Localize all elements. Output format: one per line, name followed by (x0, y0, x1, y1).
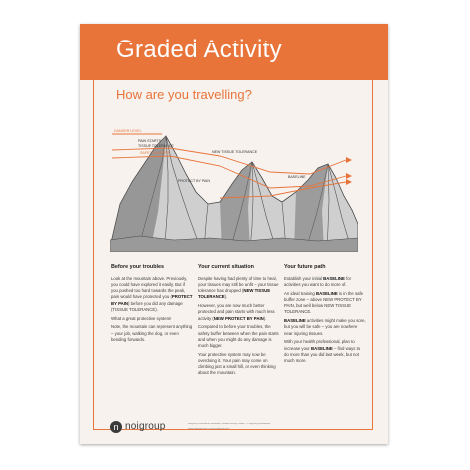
baseline-arrow-icon (346, 179, 352, 185)
column-paragraph (198, 303, 280, 322)
footer-fine-print-2: www.noigroup.com | info@noigroup.com (188, 428, 230, 430)
tissue-arrow-icon (346, 157, 352, 163)
column-future (284, 264, 366, 367)
label-safety: SAFETY BUFFER (140, 151, 170, 155)
paragraph-bold: BASELINE (284, 318, 306, 324)
label-danger: DANGER LEVEL (114, 129, 142, 133)
paragraph-before: Despite having had plenty of time to heal, your tissues may still be unfit – your tissue tolerance has dropped ( (198, 275, 279, 294)
paragraph-bold: BASELINE (323, 275, 345, 281)
paragraph-bold: PROTECT BY PAIN (111, 294, 193, 306)
mountain-diagram (110, 112, 358, 252)
noigroup-logo-icon: n (110, 421, 122, 433)
paragraph-after: ) before you did any damage (TISSUE TOLERANCE). (111, 300, 183, 312)
paragraph-before: Look at the mountain above. Previously, you could have explored it easily. But if you pushed too hard towards the peak, pain would have protected you ( (111, 275, 188, 300)
paragraph-after: ). (263, 315, 267, 321)
paragraph-before: What a great protective system! (111, 315, 172, 321)
column-paragraph (284, 339, 366, 364)
paragraph-after: is in the safe buffer zone – above NEW PROTECT BY PAIN, but well below NEW TISSUE TOLERANCE. (284, 290, 364, 315)
column-paragraph (198, 352, 280, 377)
column-paragraph (111, 276, 193, 313)
column-heading: Your future path (284, 264, 326, 270)
poster (80, 24, 388, 444)
logo-text: noigroup (125, 421, 166, 432)
paragraph-after: activities might make you sore, but you will be safe – you are nowhere near injuring tissues. (284, 318, 366, 336)
paragraph-before: Your protective system may now be overdoing it. Your pain may come on climbing just a small hill, or even thinking about the mountain. (198, 351, 276, 376)
column-before (111, 264, 193, 346)
mountain-shadow-middle (220, 162, 252, 252)
label-protect: PROTECT BY PAIN (178, 179, 210, 183)
footer-fine-print-1: Noigroup Publications Australia | Graded Activity Poster | © noigroup publications (188, 423, 271, 425)
column-paragraph (198, 276, 280, 301)
label-baseline: BASELINE (288, 175, 306, 179)
paragraph-bold: NEW PROTECT BY PAIN (213, 315, 264, 321)
paragraph-after: for activities you want to do more of. (284, 275, 352, 288)
column-heading: Your current situation (198, 264, 254, 270)
column-paragraph (284, 318, 366, 337)
paragraph-after: – find ways to do more than you did last week, but not much more. (284, 345, 361, 363)
paragraph-bold: BASELINE (311, 345, 333, 351)
paragraph-bold: BASELINE (316, 290, 338, 296)
paragraph-after: ). (224, 294, 228, 300)
pain-arrow-icon (346, 173, 352, 179)
paragraph-before: With your health professional, plan to increase your (284, 339, 355, 351)
label-pain: PAIN STARTS (138, 139, 161, 143)
footer (110, 419, 360, 439)
paragraph-before: However, you are now much better protected and pain starts with much less activity ( (198, 303, 275, 321)
page-subtitle: How are you travelling? (116, 87, 252, 102)
label-new-tissue: NEW TISSUE TOLERANCE (212, 150, 258, 154)
paragraph-before: Note, the mountain can represent anything – your job, walking the dog, or even bending forwards. (111, 324, 193, 342)
page-title: Graded Activity (116, 36, 282, 63)
column-paragraph (111, 324, 193, 343)
column-current (198, 264, 280, 379)
paragraph-before: Establish your initial (284, 275, 324, 281)
label-tissue: TISSUE TOLERANCE (138, 144, 174, 148)
column-paragraph (111, 316, 193, 322)
column-paragraph (284, 276, 366, 288)
arrow-heads (346, 157, 352, 185)
paragraph-before: An ideal training (284, 290, 317, 296)
column-paragraph (198, 324, 280, 349)
column-heading: Before your troubles (111, 264, 165, 270)
paragraph-bold: NEW TISSUE TOLERANCE (198, 288, 271, 300)
paragraph-before: Compared to before your troubles, the safety buffer between when the pain starts and when you might do any damage is much bigger. (198, 324, 279, 349)
column-paragraph (284, 291, 366, 316)
